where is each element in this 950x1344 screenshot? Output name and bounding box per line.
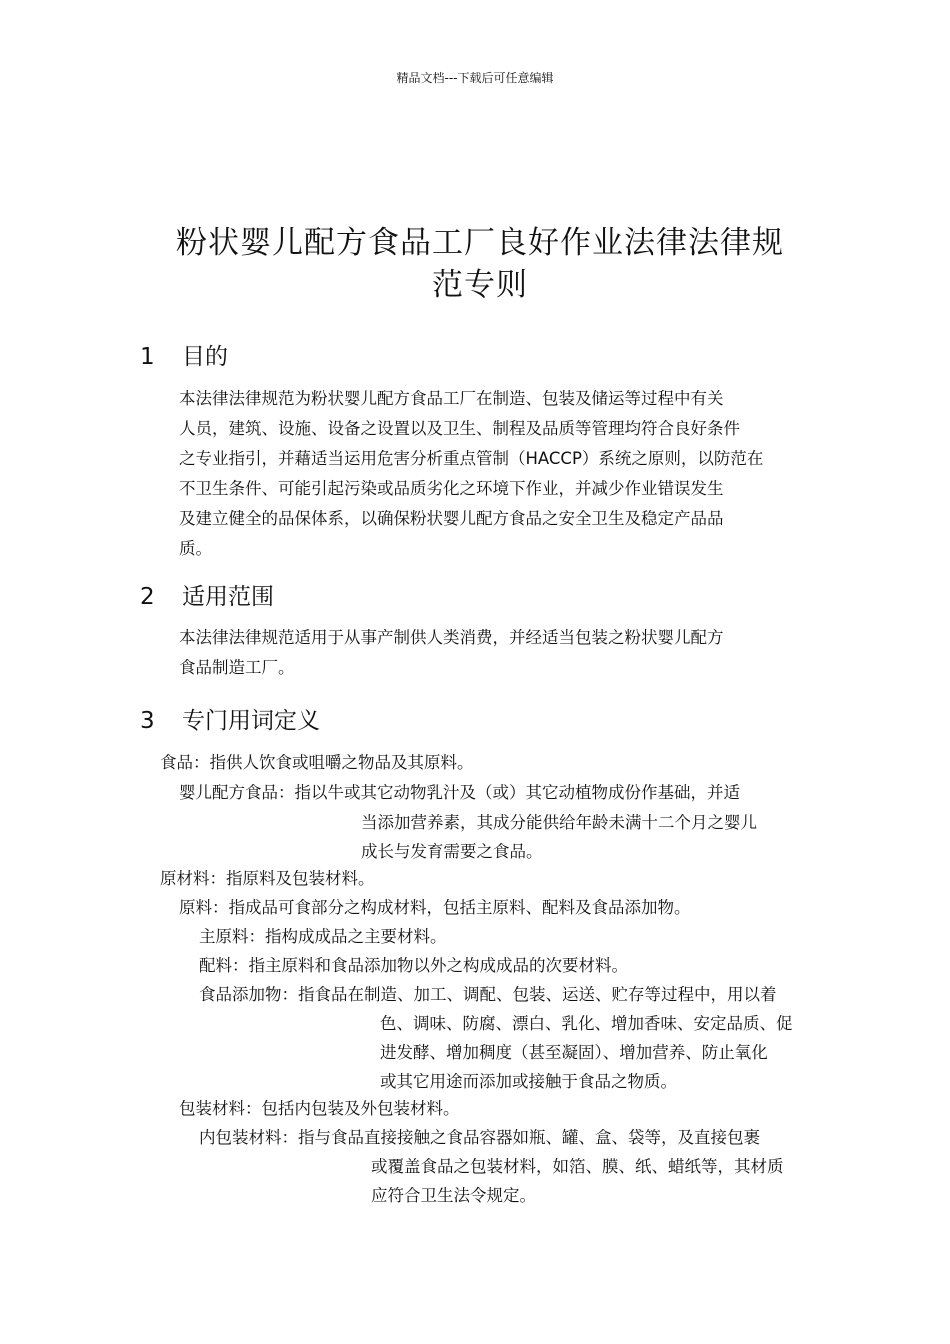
title-line-2: 范专则	[432, 267, 528, 303]
definition-continuation: 当添加营养素，其成分能供给年龄未满十二个月之婴儿	[361, 813, 757, 832]
paragraph-line: 质。	[179, 539, 212, 558]
paragraph-line: 不卫生条件、可能引起污染或品质劣化之环境下作业，并减少作业错误发生	[179, 479, 724, 498]
section-2-heading	[140, 582, 274, 612]
section-number: 1	[140, 344, 155, 370]
section-title: 专门用词定义	[182, 708, 320, 734]
definition-continuation: 成长与发育需要之食品。	[361, 842, 543, 861]
definition-food: 食品：指供人饮食或咀嚼之物品及其原料。	[160, 753, 474, 772]
definition-continuation: 进发酵、增加稠度（甚至凝固）、增加营养、防止氧化	[380, 1043, 768, 1062]
definition-raw-materials: 原材料：指原料及包装材料。	[160, 869, 375, 888]
section-number: 2	[140, 584, 155, 610]
definition-continuation: 应符合卫生法令规定。	[371, 1186, 536, 1205]
definition-minor-ingredients: 配料：指主原料和食品添加物以外之构成成品的次要材料。	[199, 956, 628, 975]
section-1-body	[179, 384, 829, 564]
definition-continuation: 或其它用途而添加或接触于食品之物质。	[380, 1072, 677, 1091]
document-title	[130, 222, 830, 306]
section-2-body	[179, 623, 829, 683]
definition-continuation: 色、调味、防腐、漂白、乳化、增加香味、安定品质、促	[380, 1014, 793, 1033]
title-line-1: 粉状婴儿配方食品工厂良好作业法律法律规	[176, 225, 784, 261]
paragraph-line: 本法律法律规范为粉状婴儿配方食品工厂在制造、包装及储运等过程中有关	[179, 389, 724, 408]
paragraph-line: 本法律法律规范适用于从事产制供人类消费，并经适当包装之粉状婴儿配方	[179, 628, 724, 647]
definition-packaging: 包装材料：包括内包装及外包装材料。	[179, 1099, 460, 1118]
section-1-heading	[140, 342, 228, 372]
paragraph-line: 及建立健全的品保体系，以确保粉状婴儿配方食品之安全卫生及稳定产品品	[179, 509, 724, 528]
section-title: 适用范围	[182, 584, 274, 610]
section-3-heading	[140, 706, 320, 736]
page-header: 精品文档---下载后可任意编辑	[396, 71, 554, 85]
definition-additives: 食品添加物：指食品在制造、加工、调配、包装、运送、贮存等过程中，用以着	[199, 985, 777, 1004]
section-number: 3	[140, 708, 155, 734]
definition-infant-formula: 婴儿配方食品：指以牛或其它动物乳汁及（或）其它动植物成份作基础，并适	[179, 783, 740, 802]
paragraph-line: 食品制造工厂。	[179, 658, 295, 677]
definition-ingredients: 原料：指成品可食部分之构成材料，包括主原料、配料及食品添加物。	[179, 898, 691, 917]
paragraph-line: 人员，建筑、设施、设备之设置以及卫生、制程及品质等管理均符合良好条件	[179, 419, 740, 438]
paragraph-line: 之专业指引，并藉适当运用危害分析重点管制（HACCP）系统之原则，以防范在	[179, 449, 764, 468]
definition-main-ingredients: 主原料：指构成成品之主要材料。	[199, 927, 447, 946]
definition-inner-packaging: 内包装材料：指与食品直接接触之食品容器如瓶、罐、盒、袋等，及直接包裹	[199, 1128, 760, 1147]
definition-continuation: 或覆盖食品之包装材料，如箔、膜、纸、蜡纸等，其材质	[371, 1157, 784, 1176]
section-title: 目的	[182, 344, 228, 370]
